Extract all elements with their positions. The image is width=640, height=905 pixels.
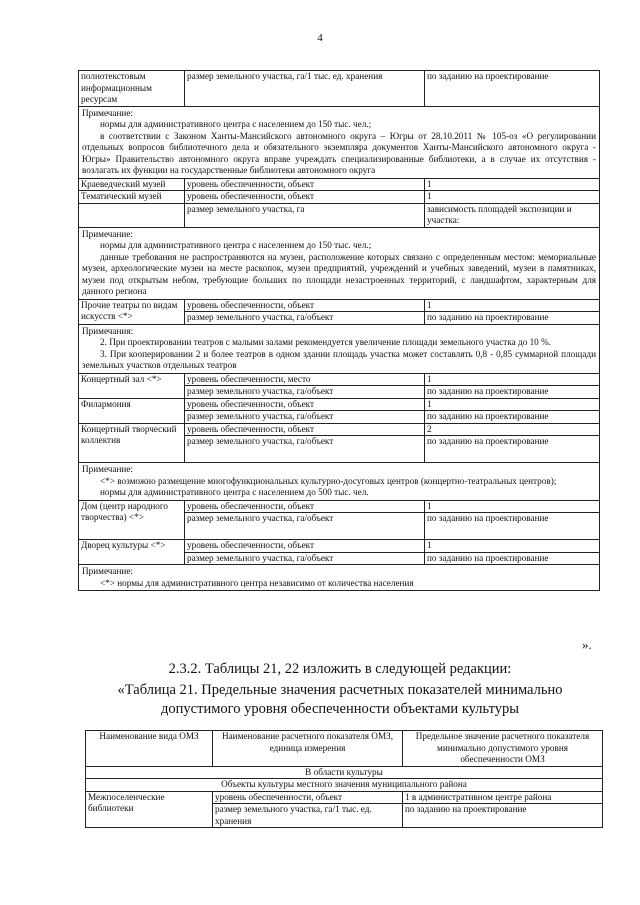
note-text: данные требования не распространяются на музеи, расположение которых связано с определенным местом: мемориальные музеи, археологические музеи на месте раскопок, музеи предприятий, учреждений и учебных заведений, музеи в памятниках, музеи под открытым небом, требующие больших по площади незастроенных территорий, с ландшафтом, характерным для данного региона xyxy=(82,251,596,296)
cell-value: по заданию на проектирование xyxy=(403,804,603,828)
note-text: нормы для административного центра с населением до 150 тыс. чел.; xyxy=(100,119,372,129)
cell-value: 2 xyxy=(425,423,600,436)
cell-type: Краеведческий музей xyxy=(79,178,185,191)
note-title: Примечания: xyxy=(82,325,134,336)
note-title: Примечание: xyxy=(82,107,133,118)
table-row xyxy=(79,500,600,513)
table-row xyxy=(79,398,600,411)
cell-value: по заданию на проектирование xyxy=(425,71,600,107)
table-title-continued: допустимого уровня обеспеченности объектами культуры xyxy=(161,701,519,717)
table-row xyxy=(79,71,600,107)
cell-value: 1 в административном центре района xyxy=(403,791,603,804)
table-row xyxy=(79,540,600,553)
section-heading: 2.3.2. Таблицы 21, 22 изложить в следующей редакции: xyxy=(168,661,512,677)
cell-type: Дом (центр народного творчества) <*> xyxy=(79,500,185,540)
note-text: в соответствии с Законом Ханты-Мансийского автономного округа – Югры от 28.10.2011 № 105-оз «О регулировании отдельных вопросов библиотечного дела и обязательного экземпляра документов Ханты-Мансийского автономного округа - Югры» Правительство автономного округа вправе учреждать специализированные библиотеки, а в случае их отсутствия - возлагать их функции на государственные библиотеки автономного округа xyxy=(82,130,596,175)
cell-indicator: размер земельного участка, га/объект xyxy=(185,312,425,325)
cell-value: по заданию на проектирование xyxy=(425,552,600,565)
note-text: нормы для административного центра с населением до 500 тыс. чел. xyxy=(100,487,369,497)
note-text: 3. При кооперировании 2 и более театров в одном здании площадь участка может составлять 0,8 - 0,85 суммарной площади земельных участков отдельных театров xyxy=(82,348,596,370)
cell-indicator: уровень обеспеченности, объект xyxy=(185,178,425,191)
cell-indicator: размер земельного участка, га/1 тыс. ед. хранения xyxy=(213,804,403,828)
culture-norms-table-continued xyxy=(78,70,600,591)
cell-type: Прочие театры по видам искусств <*> xyxy=(79,299,185,324)
header-value: Предельное значение расчетного показателя минимально допустимого уровня обеспеченности ОМЗ xyxy=(403,731,603,767)
cell-value: 1 xyxy=(425,178,600,191)
cell-indicator: размер земельного участка, га/объект xyxy=(185,552,425,565)
table-row xyxy=(79,178,600,191)
cell-type: Дворец культуры <*> xyxy=(79,540,185,565)
table-row xyxy=(79,203,600,227)
cell-value: по заданию на проектирование xyxy=(425,411,600,424)
page-number: 4 xyxy=(317,32,323,44)
cell-indicator: уровень обеспеченности, объект xyxy=(185,423,425,436)
note-row xyxy=(79,227,600,299)
cell-indicator: уровень обеспеченности, объект xyxy=(185,500,425,513)
header-type: Наименование вида ОМЗ xyxy=(86,731,213,767)
cell-type: полнотекстовым информационным ресурсам xyxy=(79,71,185,107)
note-text: 2. При проектировании театров с малыми залами рекомендуется увеличение площади земельного участка до 10 %. xyxy=(100,337,552,347)
note-row xyxy=(79,565,600,591)
cell-type: Межпоселенческие библиотеки xyxy=(86,791,213,828)
note-title: Примечание: xyxy=(82,566,133,576)
table-row xyxy=(86,791,603,804)
note-text: нормы для административного центра с населением до 150 тыс. чел.; xyxy=(100,240,372,250)
closing-quote: ». xyxy=(582,637,592,652)
header-row xyxy=(86,731,603,767)
cell-type xyxy=(79,203,185,227)
cell-value: 1 xyxy=(425,540,600,553)
cell-indicator: размер земельного участка, га/объект xyxy=(185,411,425,424)
cell-indicator: уровень обеспеченности, объект xyxy=(185,540,425,553)
section-label: В области культуры xyxy=(86,766,603,779)
section-row xyxy=(86,766,603,779)
cell-indicator: размер земельного участка, га xyxy=(185,203,425,227)
table-row xyxy=(79,299,600,312)
cell-value: 1 xyxy=(425,299,600,312)
note-title: Примечание: xyxy=(82,228,133,239)
cell-value: по заданию на проектирование xyxy=(425,386,600,399)
cell-value: по заданию на проектирование xyxy=(425,513,600,540)
table-row xyxy=(79,423,600,436)
table-title: «Таблица 21. Предельные значения расчетных показателей минимально xyxy=(117,682,563,698)
cell-value: по заданию на проектирование xyxy=(425,312,600,325)
note-text: <*> возможно размещение многофункциональных культурно-досуговых центров (концертно-театральных центров); xyxy=(100,475,557,486)
header-indicator: Наименование расчетного показателя ОМЗ, единица измерения xyxy=(213,731,403,767)
cell-indicator: уровень обеспеченности, место xyxy=(185,373,425,386)
cell-indicator: размер земельного участка, га/1 тыс. ед. хранения xyxy=(185,71,425,107)
culture-norms-table-21 xyxy=(85,730,603,828)
note-title: Примечание: xyxy=(82,464,133,474)
table-row xyxy=(79,373,600,386)
cell-indicator: размер земельного участка, га/объект xyxy=(185,386,425,399)
cell-type: Тематический музей xyxy=(79,191,185,204)
note-row xyxy=(79,324,600,373)
table-row xyxy=(79,191,600,204)
cell-value: зависимость площадей экспозиции и участка: xyxy=(425,203,600,227)
cell-indicator: размер земельного участка, га/объект xyxy=(185,513,425,540)
note-text: <*> нормы для административного центра независимо от количества населения xyxy=(100,577,414,588)
cell-indicator: уровень обеспеченности, объект xyxy=(213,791,403,804)
cell-value: 1 xyxy=(425,398,600,411)
cell-value: 1 xyxy=(425,373,600,386)
cell-value: 1 xyxy=(425,191,600,204)
cell-value: 1 xyxy=(425,500,600,513)
cell-indicator: уровень обеспеченности, объект xyxy=(185,191,425,204)
cell-indicator: уровень обеспеченности, объект xyxy=(185,398,425,411)
cell-indicator: размер земельного участка, га/объект xyxy=(185,436,425,463)
cell-type: Концертный творческий коллектив xyxy=(79,423,185,463)
note-row xyxy=(79,106,600,178)
cell-indicator: уровень обеспеченности, объект xyxy=(185,299,425,312)
subsection-row xyxy=(86,779,603,792)
cell-type: Концертный зал <*> xyxy=(79,373,185,398)
subsection-label: Объекты культуры местного значения муниципального района xyxy=(86,779,603,792)
note-row xyxy=(79,463,600,501)
cell-value: по заданию на проектирование xyxy=(425,436,600,463)
cell-type: Филармония xyxy=(79,398,185,423)
